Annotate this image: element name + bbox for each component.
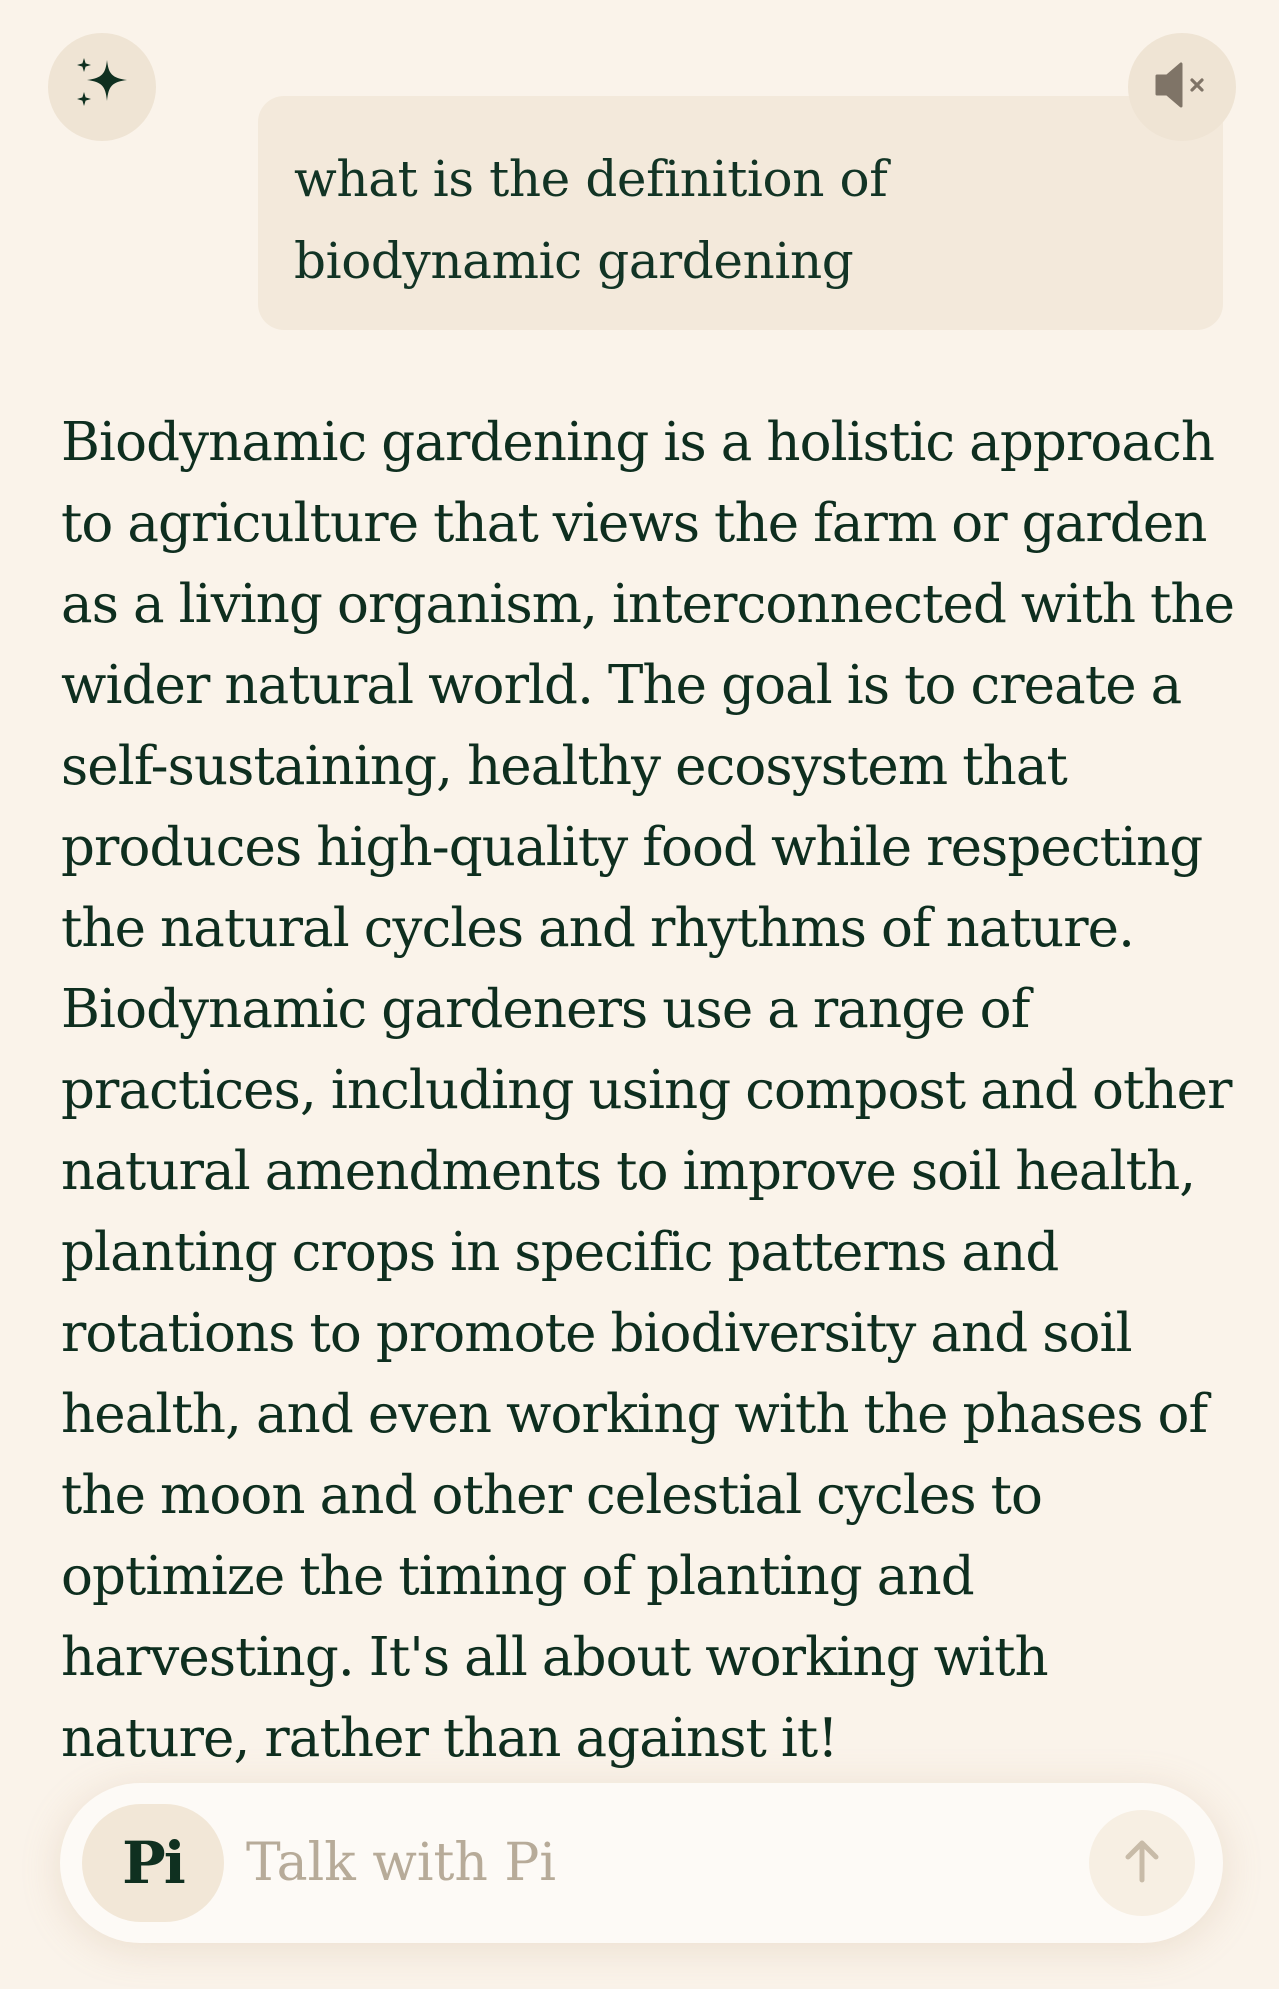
user-message-text: what is the definition of biodynamic gardening <box>294 150 888 290</box>
pi-logo[interactable] <box>82 1804 224 1922</box>
speaker-muted-icon <box>1153 60 1211 114</box>
send-button[interactable] <box>1089 1810 1195 1916</box>
discover-button[interactable] <box>48 33 156 141</box>
message-composer <box>60 1783 1223 1943</box>
user-message-bubble <box>258 96 1223 330</box>
message-input[interactable] <box>246 1813 1106 1913</box>
assistant-message-text: Biodynamic gardening is a holistic approach to agriculture that views the farm or garden as a living organism, interconnected with the wider natural world. The goal is to create a self-sustaining, healthy ecosystem that produces high-quality food while respecting the natural cycles and rhythms of nature. Biodynamic gardeners use a range of practices, including using compost and other natural amendments to improve soil health, planting crops in specific patterns and rotations to promote biodiversity and soil health, and even working with the phases of the moon and other celestial cycles to optimize the timing of planting and harvesting. It's all about working with nature, rather than against it! <box>61 412 1235 1769</box>
pi-logo-text: Pi <box>122 1829 184 1897</box>
arrow-up-icon <box>1120 1838 1164 1888</box>
assistant-message <box>61 402 1236 1779</box>
mute-toggle-button[interactable] <box>1128 33 1236 141</box>
sparkle-icon <box>73 56 131 118</box>
